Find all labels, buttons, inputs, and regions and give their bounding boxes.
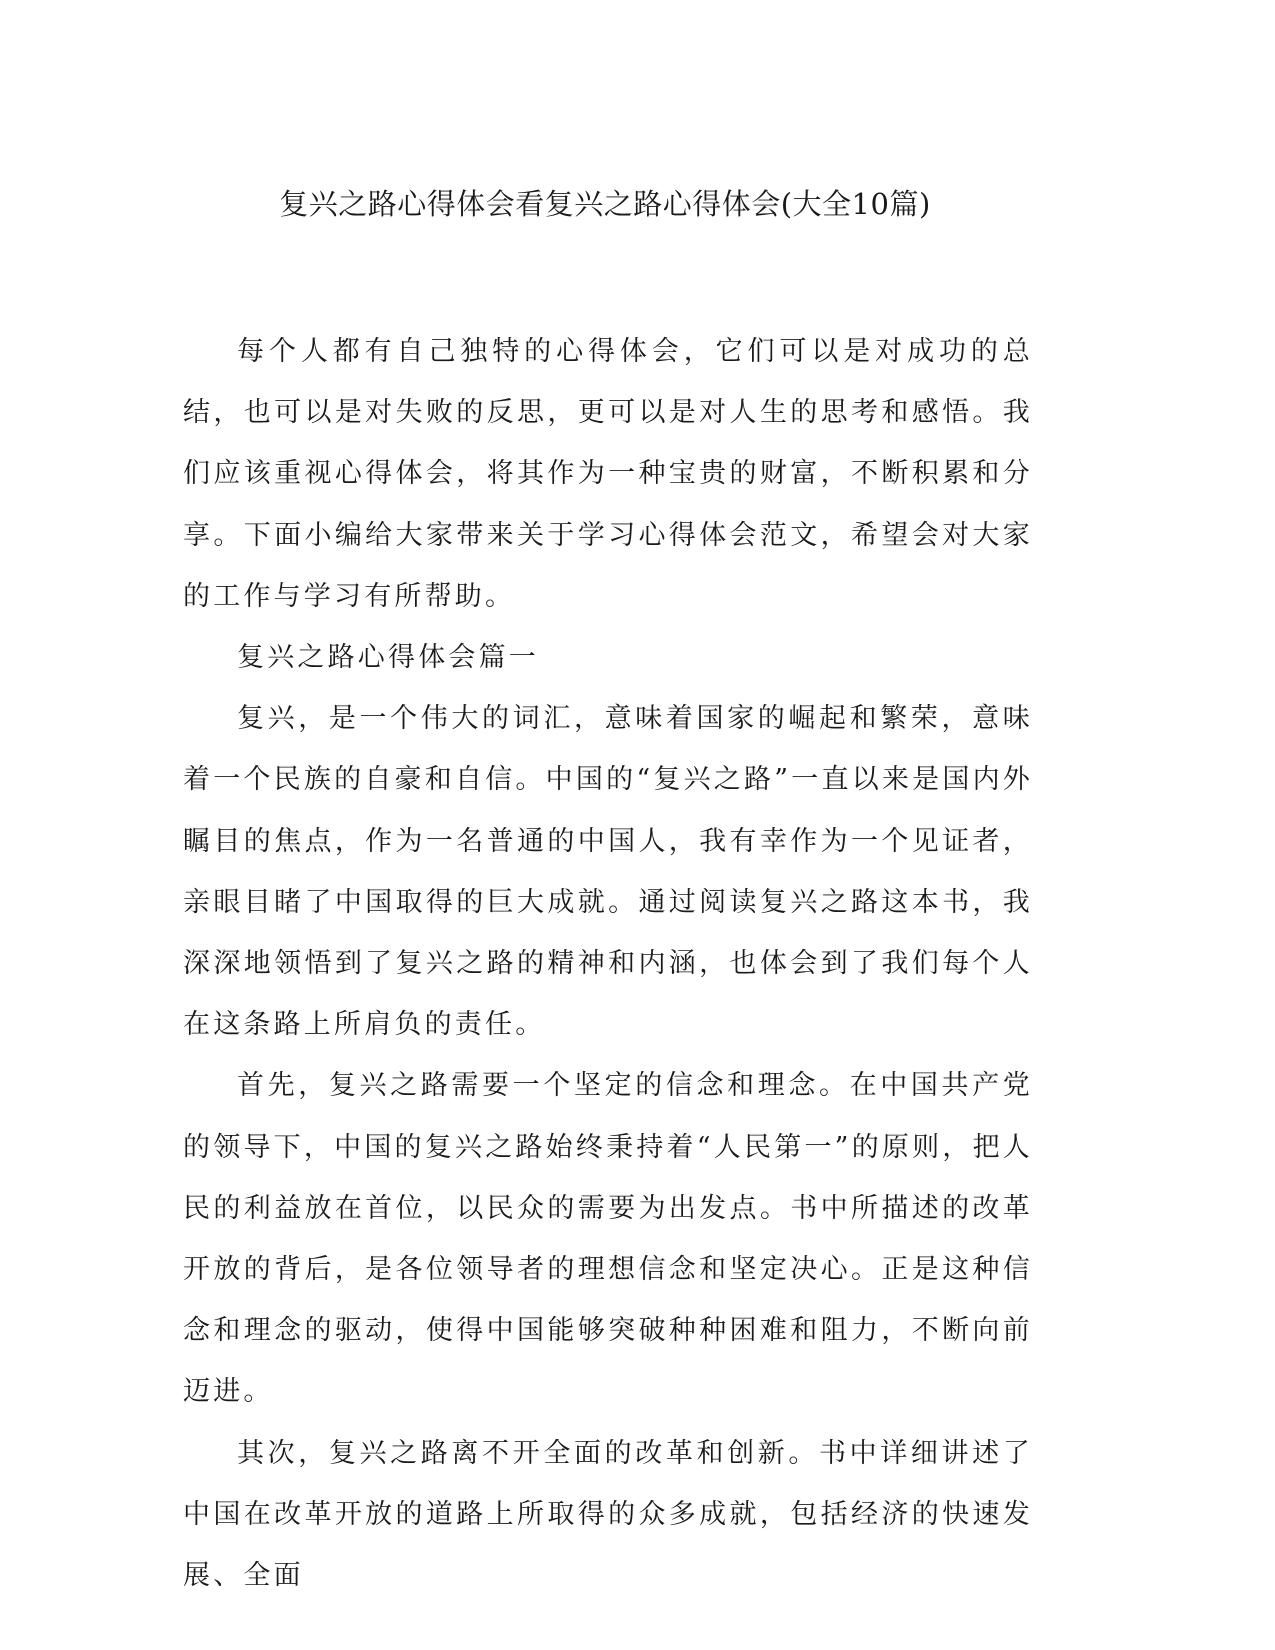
- body-paragraph: 复兴，是一个伟大的词汇，意味着国家的崛起和繁荣，意味着一个民族的自豪和自信。中国的“复兴之路”一直以来是国内外瞩目的焦点，作为一名普通的中国人，我有幸作为一个见证者，亲眼目睹了中国取得的巨大成就。通过阅读复兴之路这本书，我深深地领悟到了复兴之路的精神和内涵，也体会到了我们每个人在这条路上所肩负的责任。: [183, 703, 1033, 1041]
- body-paragraph: 其次，复兴之路离不开全面的改革和创新。书中详细讲述了中国在改革开放的道路上所取得的众多成就，包括经济的快速发展、全面: [183, 1437, 1033, 1592]
- body-paragraph: 首先，复兴之路需要一个坚定的信念和理念。在中国共产党的领导下，中国的复兴之路始终秉持着“人民第一”的原则，把人民的利益放在首位，以民众的需要为出发点。书中所描述的改革开放的背后，是各位领导者的理想信念和坚定决心。正是这种信念和理念的驱动，使得中国能够突破种种困难和阻力，不断向前迈进。: [183, 1070, 1033, 1408]
- document-title: 复兴之路心得体会看复兴之路心得体会(大全10篇): [279, 187, 931, 221]
- document-body: [183, 321, 1033, 1606]
- section-heading: 复兴之路心得体会篇一: [237, 642, 539, 674]
- intro-paragraph: 每个人都有自己独特的心得体会，它们可以是对成功的总结，也可以是对失败的反思，更可以是对人生的思考和感悟。我们应该重视心得体会，将其作为一种宝贵的财富，不断积累和分享。下面小编给大家带来关于学习心得体会范文，希望会对大家的工作与学习有所帮助。: [183, 336, 1033, 612]
